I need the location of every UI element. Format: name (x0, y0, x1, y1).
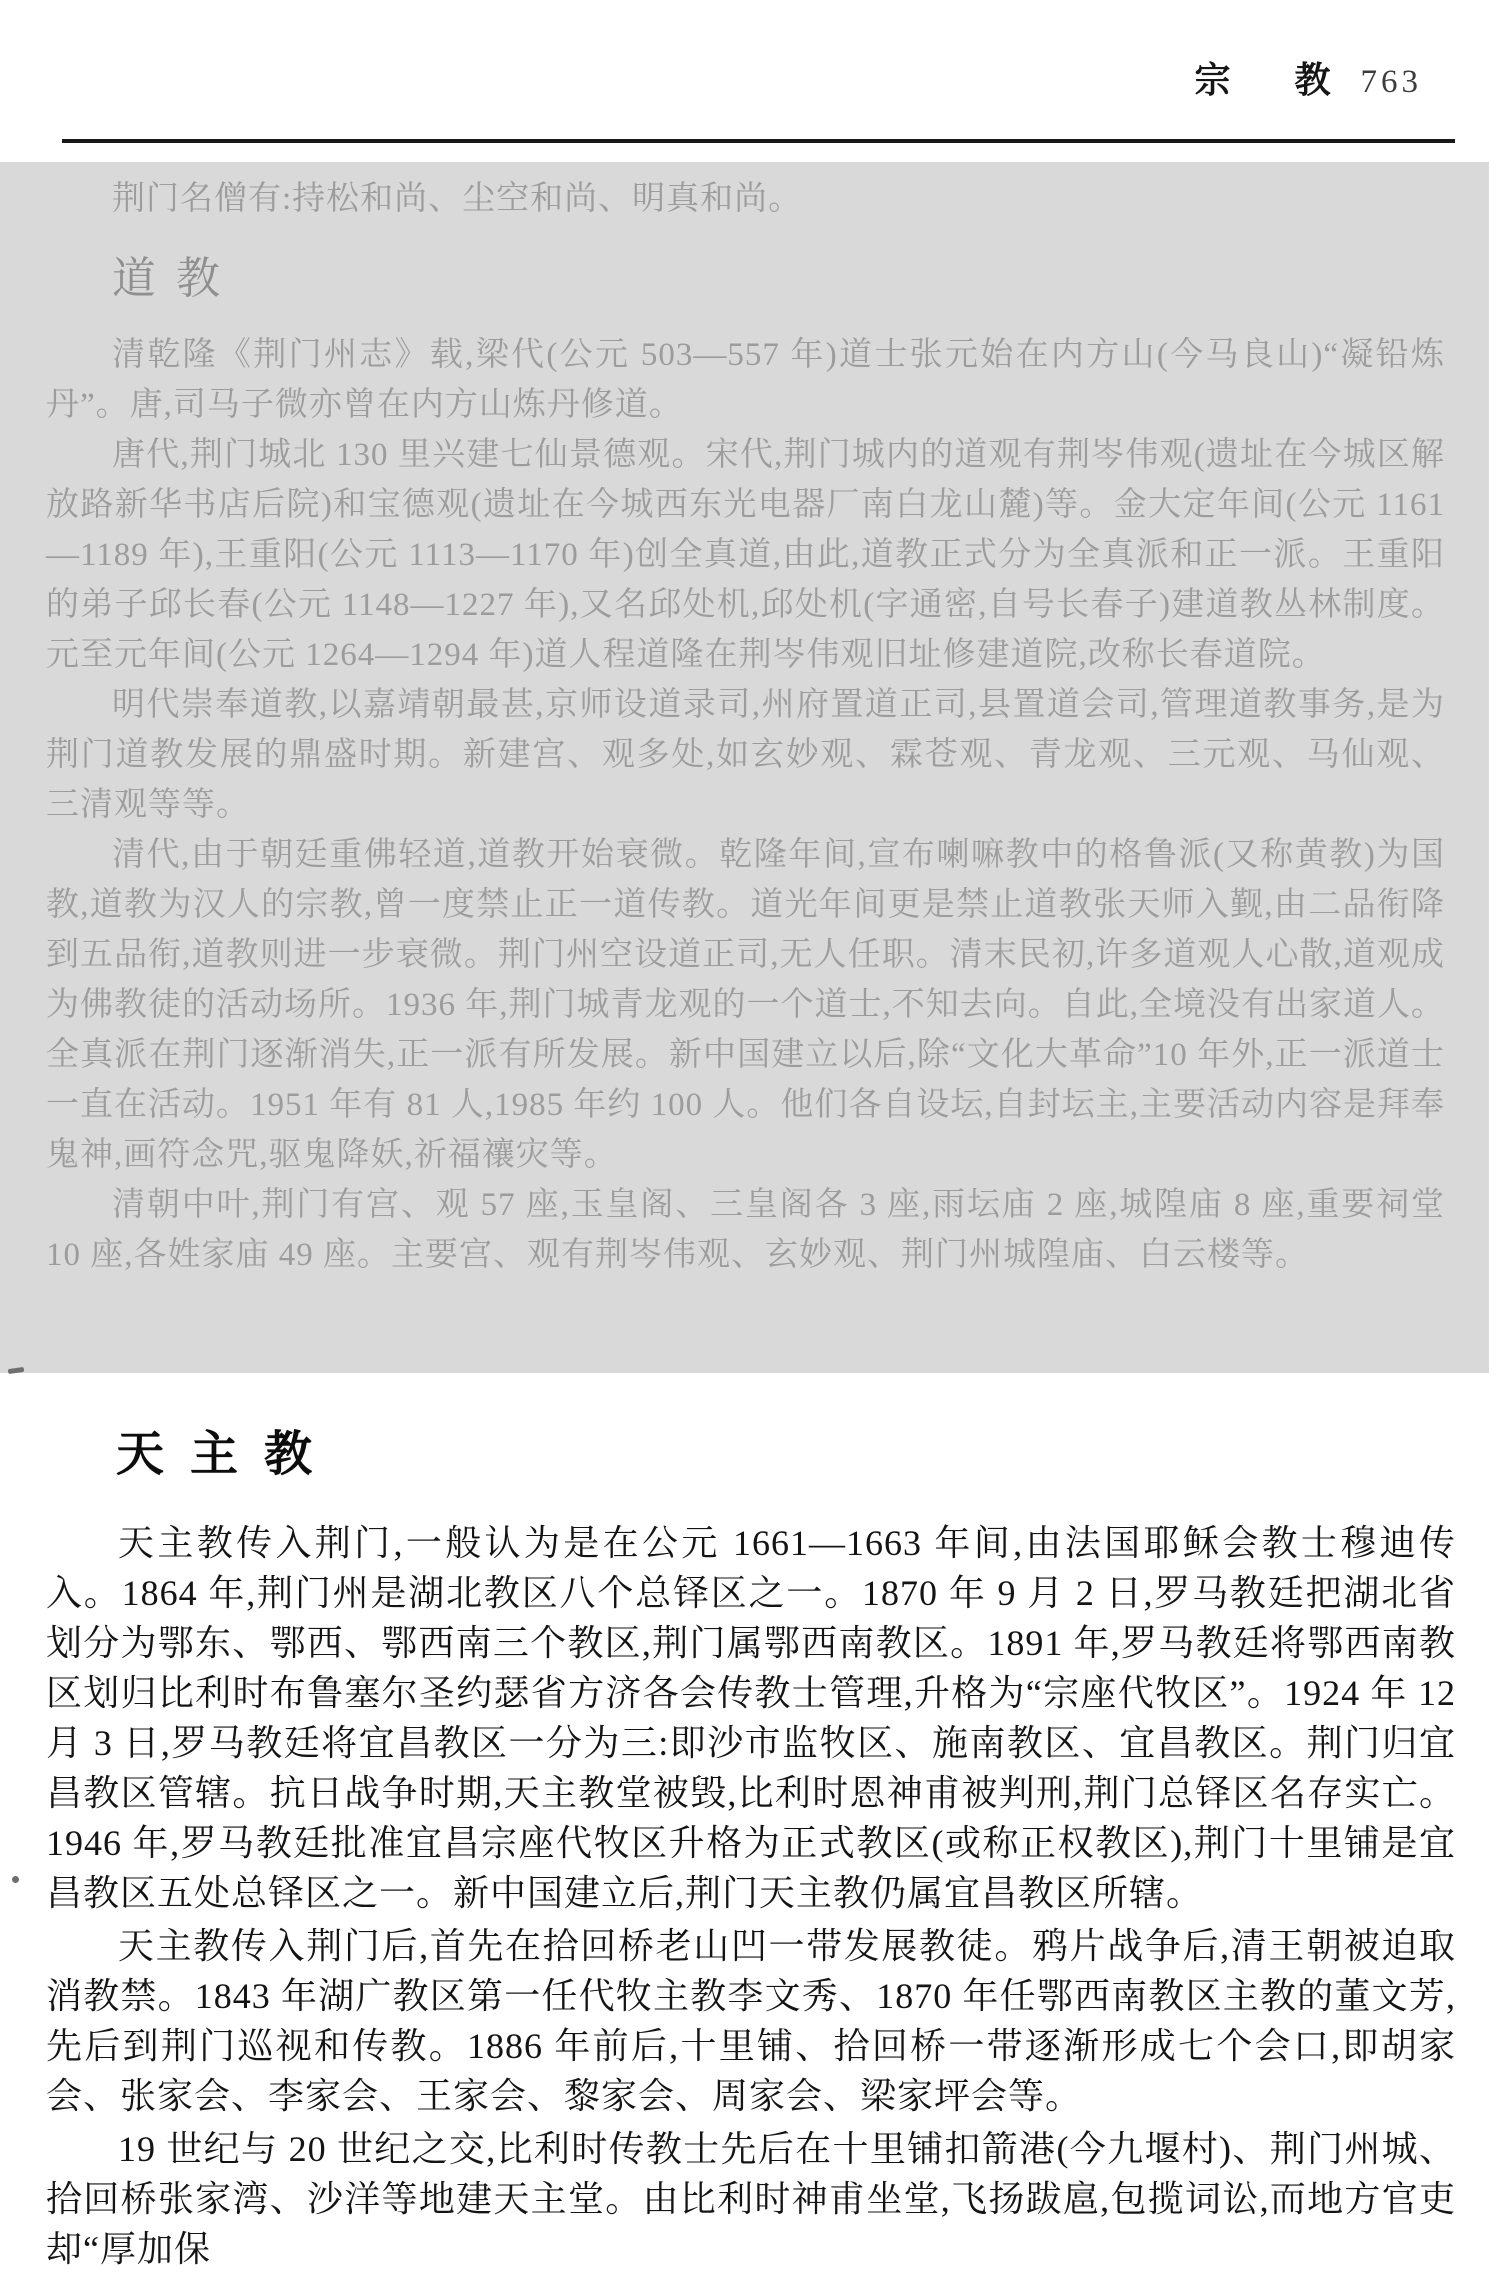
scan-highlight-region (0, 162, 1489, 1373)
paragraph-catholicism: 天主教传入荆门后,首先在拾回桥老山凹一带发展教徒。鸦片战争后,清王朝被迫取消教禁。1843 年湖广教区第一任代牧主教李文秀、1870 年任鄂西南教区主教的董文芳,先后到荆门巡视和传教。1886 年前后,十里铺、拾回桥一带逐渐形成七个会口,即胡家会、张家会、李家会、王家会、黎家会、周家会、梁家坪会等。 (46, 1926, 1456, 2116)
catholicism-section (46, 1373, 1456, 2277)
page-header (1194, 52, 1422, 103)
paragraph-taoism: 明代崇奉道教,以嘉靖朝最甚,京师设道录司,州府置道正司,县置道会司,管理道教事务,是为荆门道教发展的鼎盛时期。新建宫、观多处,如玄妙观、霖苍观、青龙观、三元观、马仙观、三清观等等。 (46, 687, 1445, 823)
paragraph-taoism: 清代,由于朝廷重佛轻道,道教开始衰微。乾隆年间,宣布喇嘛教中的格鲁派(又称黄教)为国教,道教为汉人的宗教,曾一度禁止正一道传教。道光年间更是禁止道教张天师入觐,由二品衔降到五品衔,道教则进一步衰微。荆门州空设道正司,无人任职。清末民初,许多道观人心散,道观成为佛教徒的活动场所。1936 年,荆门城青龙观的一个道士,不知去向。自此,全境没有出家道人。全真派在荆门逐渐消失,正一派有所发展。新中国建立以后,除“文化大革命”10 年外,正一派道士一直在活动。1951 年有 81 人,1985 年约 100 人。他们各自设坛,自封坛主,主要活动内容是拜奉鬼神,画符念咒,驱鬼降妖,祈福禳灾等。 (46, 837, 1446, 1173)
paragraph-taoism: 唐代,荆门城北 130 里兴建七仙景德观。宋代,荆门城内的道观有荆岑伟观(遗址在今城区解放路新华书店后院)和宝德观(遗址在今城西东光电器厂南白龙山麓)等。金大定年间(公元 1161—1189 年),王重阳(公元 1113—1170 年)创全真道,由此,道教正式分为全真派和正一派。王重阳的弟子邱长春(公元 1148—1227 年),又名邱处机,邱处机(字通密,自号长春子)建道教丛林制度。元至元年间(公元 1264—1294 年)道人程道隆在荆岑伟观旧址修建道院,改称长春道院。 (46, 437, 1445, 673)
paragraph-buddhism-closing: 荆门名僧有:持松和尚、尘空和尚、明真和尚。 (112, 181, 803, 217)
header-rule (62, 139, 1455, 143)
scan-speck (8, 1367, 25, 1374)
section-heading-catholicism: 天主教 (116, 1428, 339, 1481)
running-head-section-char: 教 (1294, 60, 1333, 100)
paragraph-taoism: 清朝中叶,荆门有宫、观 57 座,玉皇阁、三皇阁各 3 座,雨坛庙 2 座,城隍庙 8 座,重要祠堂 10 座,各姓家庙 49 座。主要宫、观有荆岑伟观、玄妙观、荆门州城隍庙、白云楼等。 (46, 1187, 1446, 1273)
paragraph-catholicism: 天主教传入荆门,一般认为是在公元 1661—1663 年间,由法国耶稣会教士穆迪传入。1864 年,荆门州是湖北教区八个总铎区之一。1870 年 9 月 2 日,罗马教廷把湖北省划分为鄂东、鄂西、鄂西南三个教区,荆门属鄂西南教区。1891 年,罗马教廷将鄂西南教区划归比利时布鲁塞尔圣约瑟省方济各会传教士管理,升格为“宗座代牧区”。1924 年 12 月 3 日,罗马教廷将宜昌教区一分为三:即沙市监牧区、施南教区、宜昌教区。荆门归宜昌教区管辖。抗日战争时期,天主教堂被毁,比利时恩神甫被判刑,荆门总铎区名存实亡。1946 年,罗马教廷批准宜昌宗座代牧区升格为正式教区(或称正权教区),荆门十里铺是宜昌教区五处总铎区之一。新中国建立后,荆门天主教仍属宜昌教区所辖。 (46, 1523, 1456, 1913)
running-head-section-char: 宗 (1194, 60, 1233, 100)
page-number: 763 (1360, 64, 1422, 100)
section-heading-taoism: 道教 (112, 254, 240, 303)
scan-speck (12, 1876, 19, 1883)
paragraph-taoism: 清乾隆《荆门州志》载,梁代(公元 503—557 年)道士张元始在内方山(今马良山)“凝铅炼丹”。唐,司马子微亦曾在内方山炼丹修道。 (46, 337, 1445, 423)
paragraph-catholicism: 19 世纪与 20 世纪之交,比利时传教士先后在十里铺扣箭港(今九堰村)、荆门州城、拾回桥张家湾、沙洋等地建天主堂。由比利时神甫坐堂,飞扬跋扈,包揽词讼,而地方官吏却“厚加保 (46, 2129, 1456, 2269)
